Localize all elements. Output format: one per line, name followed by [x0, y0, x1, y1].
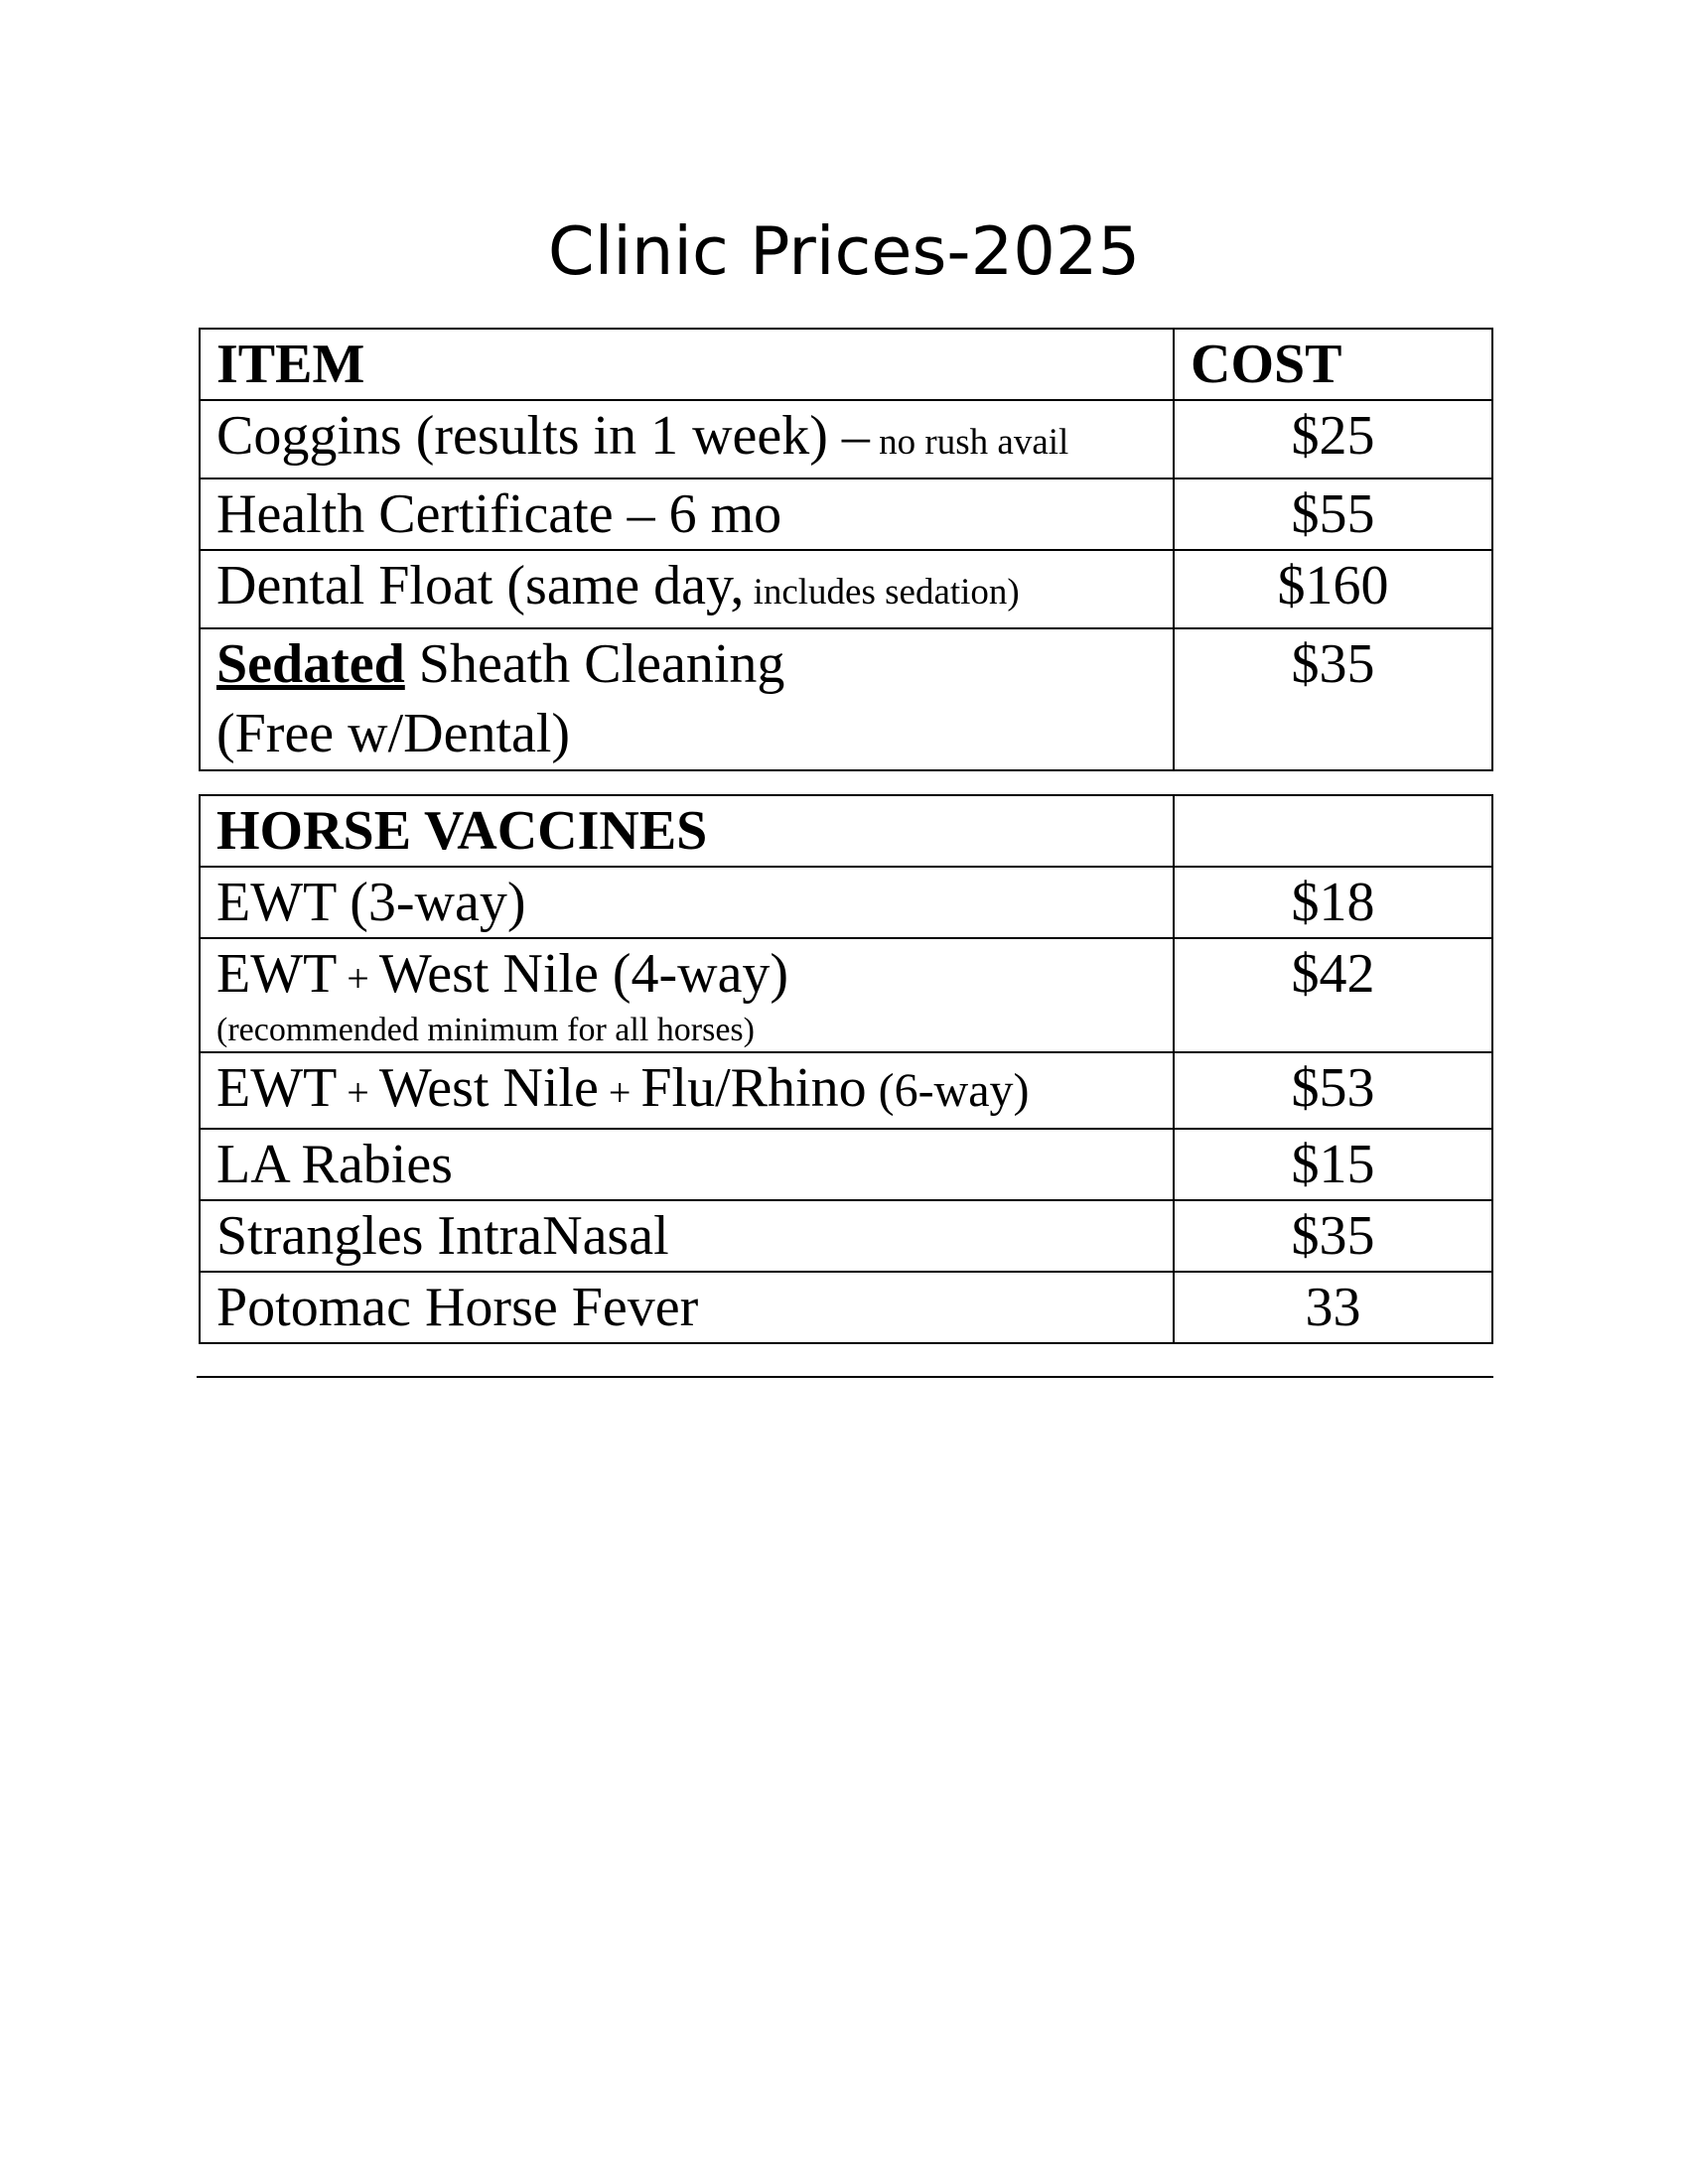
item-cell: Potomac Horse Fever: [200, 1272, 1174, 1343]
cost-cell: $18: [1174, 867, 1492, 938]
table-row: [200, 867, 1492, 938]
item-plus: +: [337, 1070, 379, 1115]
services-price-table: [199, 328, 1493, 771]
table-row: [200, 938, 1492, 1052]
item-cell: Strangles IntraNasal: [200, 1200, 1174, 1272]
item-cell: [200, 400, 1174, 478]
cost-cell: $35: [1174, 1200, 1492, 1272]
cost-cell: $42: [1174, 938, 1492, 1052]
table-header-row: [200, 329, 1492, 400]
vaccines-price-table: [199, 794, 1493, 1344]
item-part: EWT: [216, 1057, 338, 1119]
table-row: [200, 1272, 1492, 1343]
item-name: Sheath Cleaning: [404, 633, 785, 695]
item-part: EWT: [216, 943, 338, 1005]
item-cell: [200, 628, 1174, 770]
item-name-line2: (Free w/Dental): [216, 703, 571, 764]
item-plus: +: [598, 1070, 641, 1115]
table-header-row: [200, 795, 1492, 867]
item-plus: +: [337, 956, 379, 1001]
item-note: includes sedation): [744, 572, 1020, 613]
item-cell: Health Certificate – 6 mo: [200, 478, 1174, 550]
item-name: Coggins (results in 1 week): [216, 405, 828, 467]
table-row: [200, 1129, 1492, 1200]
cost-cell: $160: [1174, 550, 1492, 628]
item-cell: LA Rabies: [200, 1129, 1174, 1200]
cost-column-header: [1174, 795, 1492, 867]
item-part: Flu/Rhino: [640, 1057, 867, 1119]
cost-cell: $35: [1174, 628, 1492, 770]
item-cell: EWT (3-way): [200, 867, 1174, 938]
item-part: West Nile (4-way): [378, 943, 789, 1005]
cost-cell: $53: [1174, 1052, 1492, 1129]
table-row: [200, 1200, 1492, 1272]
item-separator: –: [827, 405, 870, 467]
item-emphasis: Sedated: [216, 633, 405, 695]
page-title: Clinic Prices-2025: [547, 212, 1141, 290]
item-suffix: (6-way): [866, 1064, 1030, 1117]
item-column-header: ITEM: [200, 329, 1174, 400]
item-note: no rush avail: [869, 422, 1069, 463]
item-name: Dental Float (same day,: [216, 555, 745, 616]
cost-column-header: COST: [1174, 329, 1492, 400]
table-row: [200, 400, 1492, 478]
cost-cell: $55: [1174, 478, 1492, 550]
item-cell: [200, 938, 1174, 1052]
section-header: HORSE VACCINES: [200, 795, 1174, 867]
item-part: West Nile: [378, 1057, 599, 1119]
table-row: [200, 550, 1492, 628]
table-row: [200, 628, 1492, 770]
horizontal-rule: [197, 1376, 1493, 1378]
cost-cell: $15: [1174, 1129, 1492, 1200]
item-cell: [200, 1052, 1174, 1129]
item-cell: [200, 550, 1174, 628]
cost-cell: $25: [1174, 400, 1492, 478]
item-note: (recommended minimum for all horses): [216, 1012, 755, 1048]
cost-cell: 33: [1174, 1272, 1492, 1343]
table-row: [200, 1052, 1492, 1129]
table-row: [200, 478, 1492, 550]
